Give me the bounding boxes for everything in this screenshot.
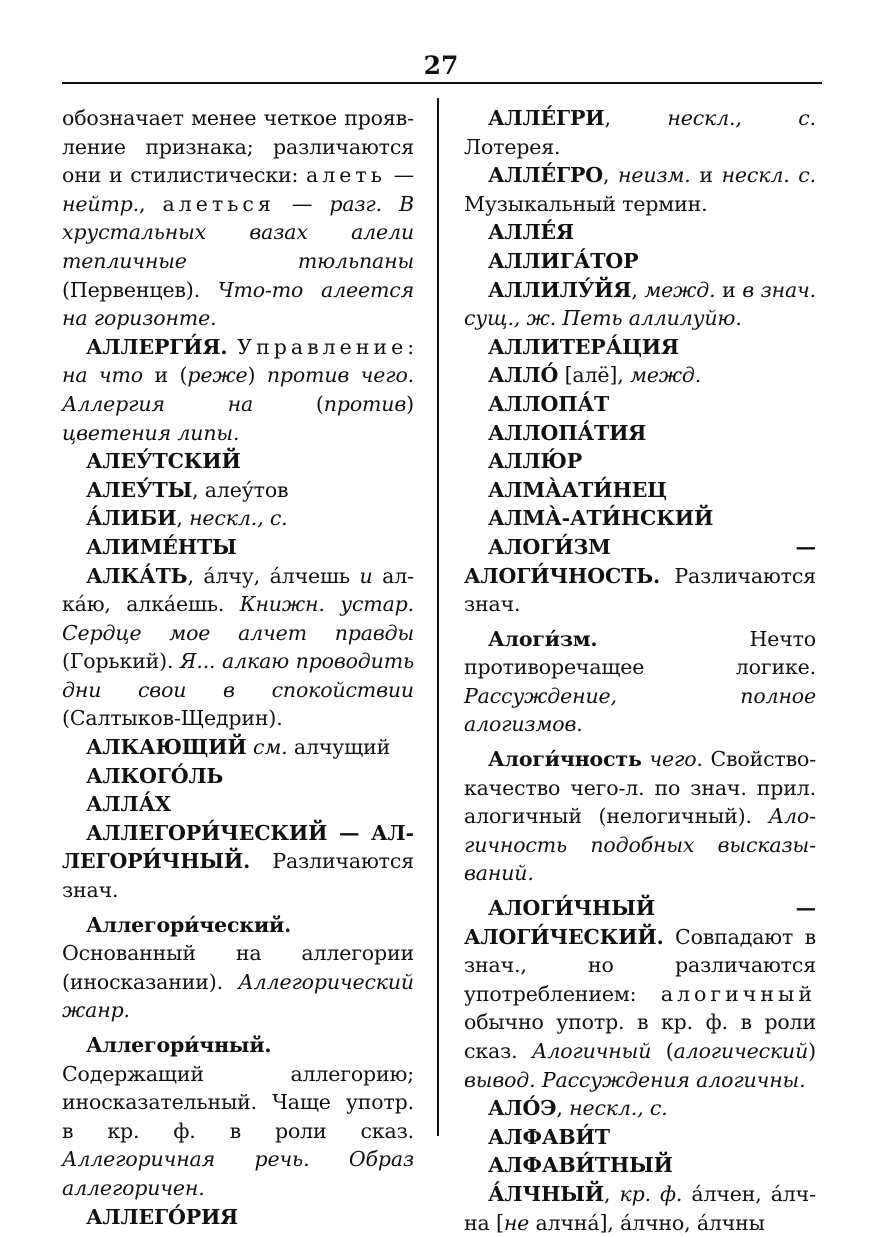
italic-text: против [323, 391, 407, 416]
right-column [464, 104, 816, 1237]
text: и [690, 163, 722, 188]
dictionary-entry [464, 476, 816, 505]
headword: АЛКА́ТЬ [86, 563, 188, 588]
text: Содержащий аллегорию; иносказательный. Чаще употр. в кр. ф. в роли сказ. [62, 1061, 414, 1143]
dictionary-entry [464, 533, 816, 619]
headword: АЛЛЕ́ГРО [488, 163, 603, 188]
dictionary-entry [62, 1203, 414, 1232]
text: , [604, 1181, 620, 1206]
text: , а́лчу, а́лчешь [187, 563, 360, 588]
headword: АЛЛЮ́Р [488, 449, 583, 474]
italic-text: нескл., с. [189, 506, 288, 531]
italic-text: нейтр. [62, 191, 140, 216]
text: ( [651, 1039, 674, 1063]
italic-text: разг. В хрустальных вазах алели тепличные тюльпаны [62, 191, 415, 273]
headword: АЛЛЕГОРИ́ЧЕСКИЙ — АЛЛЕГОРИ́ЧНЫЙ. [62, 820, 414, 874]
text: Свойство-качество чего-л. по знач. прил. алогичный (нелогичный). [464, 747, 816, 829]
dictionary-entry [62, 819, 414, 905]
spaced-text: алеться [162, 191, 275, 216]
dictionary-entry [62, 104, 414, 333]
italic-text: Что-то алеется на горизонте. [62, 277, 414, 331]
italic-text: нескл. с. [721, 163, 816, 188]
text: [алё], [558, 363, 630, 388]
left-column [62, 104, 414, 1231]
italic-text: реже [187, 363, 248, 388]
headword: АЛКОГО́ЛЬ [86, 763, 224, 788]
text: , [602, 163, 619, 188]
italic-text: Я... алкаю проводить дни свои в спокойствии [62, 649, 414, 702]
headword: АЛМА̀-АТИ́НСКИЙ [488, 506, 714, 531]
dictionary-entry [62, 1031, 414, 1203]
dictionary-entry [464, 447, 816, 476]
dictionary-entry [464, 894, 816, 1094]
headword: АЛЛОПА́ТИЯ [488, 420, 647, 445]
headword: АЛО́Э [488, 1096, 557, 1121]
dictionary-entry [464, 1094, 816, 1123]
dictionary-entry [62, 504, 414, 533]
text: Различаются знач. [62, 849, 414, 903]
headword: АЛЛИГА́ТОР [488, 248, 639, 273]
headword: АЛЕУ́ТСКИЙ [86, 449, 241, 474]
italic-text: Рассуждение, полное алогизмов. [464, 683, 816, 737]
text: а́лчен, а́лчна [ [464, 1181, 817, 1235]
dictionary-entry [62, 733, 414, 762]
dictionary-entry [62, 790, 414, 819]
dictionary-entry [464, 276, 816, 333]
headword: АЛЛЕГО́РИЯ [86, 1204, 239, 1229]
headword: А́ЛИБИ [86, 506, 177, 531]
text: , [556, 1096, 570, 1121]
italic-text: вывод. Рассуждения алогичны. [464, 1067, 806, 1092]
text: Лотерея. [464, 134, 561, 159]
italic-text: на что [62, 363, 144, 388]
text: Различаются знач. [464, 563, 816, 617]
headword: АЛЛЕ́ГРИ [488, 106, 605, 130]
headword: АЛМА̀АТИ́НЕЦ [488, 477, 667, 502]
text: — [385, 163, 415, 188]
text: алка́ю, алка́ешь. [62, 563, 415, 617]
text: обозначает менее четкое проявление признака; различаются они и стилистически: [62, 106, 414, 188]
dictionary-entry [464, 104, 816, 161]
text: (Горький). [62, 649, 180, 674]
text: , [604, 106, 668, 130]
dictionary-entry [464, 625, 816, 739]
text: (Салтыков-Щедрин). [62, 706, 283, 731]
italic-text: не [503, 1210, 530, 1235]
headword: АЛЛО́ [488, 363, 559, 388]
dictionary-entry [464, 333, 816, 362]
text: Совпадают в знач., но различаются употреблением: [464, 924, 816, 1006]
text: (Первенцев). [62, 277, 218, 302]
headword: Аллегори́чный. [86, 1033, 272, 1057]
italic-text: алогический [673, 1039, 809, 1063]
headword: АЛФАВИ́ТНЫЙ [488, 1153, 673, 1178]
dictionary-entry [464, 745, 816, 888]
text: и [715, 277, 743, 302]
text: , алеу́тов [192, 477, 289, 502]
text: Нечто противоречащее логике. [464, 626, 816, 680]
text: и ( [143, 363, 188, 388]
italic-text: и [359, 563, 373, 588]
dictionary-entry [62, 562, 414, 734]
dictionary-entry [62, 762, 414, 791]
text: ( [253, 391, 324, 416]
dictionary-entry [464, 218, 816, 247]
headword: АЛЛОПА́Т [488, 391, 610, 416]
headword: АЛКАЮЩИЙ [86, 735, 247, 760]
header-rule [62, 82, 822, 84]
italic-text: нескл., с. [667, 106, 816, 130]
text: ) [247, 363, 267, 388]
dictionary-entry [62, 911, 414, 1025]
dictionary-entry [464, 1151, 816, 1180]
spaced-text: Управление [237, 334, 408, 359]
dictionary-entry [62, 533, 414, 562]
italic-text: межд. [629, 363, 702, 388]
dictionary-entry [62, 476, 414, 505]
text: алчущий [287, 735, 391, 760]
italic-text: неизм. [618, 163, 691, 188]
text: обычно употр. в кр. ф. в роли сказ. [464, 1010, 816, 1063]
headword: АЛИМЕ́НТЫ [86, 534, 237, 559]
dictionary-entry [464, 504, 816, 533]
text [227, 335, 237, 359]
italic-text: Алогичность подобных высказываний. [464, 804, 816, 886]
text: , [139, 191, 163, 216]
headword: Алоги́зм. [488, 626, 598, 651]
italic-text: чего. [649, 747, 703, 772]
column-divider [437, 98, 439, 1136]
headword: АЛЛЕ́Я [488, 220, 574, 245]
italic-text: Аллегоричная речь. Образ аллегоричен. [62, 1147, 414, 1200]
headword: Алоги́чность [488, 747, 642, 772]
headword: АЛЛИТЕРА́ЦИЯ [488, 334, 679, 359]
headword: АЛЛИЛУ́ЙЯ [488, 277, 632, 302]
text: , [176, 506, 190, 531]
dictionary-entry [464, 247, 816, 276]
italic-text: Книжн. устар. Сердце мое алчет правды [62, 592, 414, 645]
text: алчна́], а́лчно, а́лчны [529, 1210, 765, 1235]
headword: АЛФАВИ́Т [488, 1124, 610, 1149]
italic-text: Алогичный [531, 1039, 652, 1063]
spaced-text: алогичный [660, 981, 816, 1006]
dictionary-entry [62, 447, 414, 476]
page-number: 27 [423, 51, 459, 80]
dictionary-entry [464, 361, 816, 390]
italic-text: цветения липы. [62, 420, 240, 445]
dictionary-entry [62, 333, 414, 447]
dictionary-entry [464, 390, 816, 419]
text: Музыкальный термин. [464, 191, 708, 216]
text: Основанный на аллегории (иносказании). [62, 941, 414, 994]
headword: АЛЛЕРГИ́Я. [86, 334, 228, 359]
dictionary-entry [464, 419, 816, 448]
headword: АЛЕУ́ТЫ [86, 477, 193, 502]
text: ) [406, 391, 414, 416]
headword: Аллегори́ческий. [86, 912, 292, 937]
headword: АЛОГИ́ЧНЫЙ — АЛОГИ́ЧЕСКИЙ. [464, 896, 816, 949]
headword: АЛОГИ́ЗМ — АЛОГИ́ЧНОСТЬ. [464, 534, 816, 588]
spaced-text: алеть [306, 163, 386, 188]
italic-text: в знач. сущ., ж. Петь аллилуйю. [464, 277, 817, 331]
italic-text: Аллегорический жанр. [62, 969, 414, 1023]
italic-text: см. [252, 735, 288, 760]
dictionary-entry [464, 161, 816, 218]
italic-text: межд. [644, 277, 716, 302]
text: — [274, 191, 330, 216]
dictionary-entry [464, 1123, 816, 1152]
italic-text: нескл., с. [569, 1096, 668, 1121]
text: ) [808, 1039, 816, 1063]
text: : [407, 334, 414, 359]
text: , [631, 277, 645, 302]
italic-text: против чего. Аллергия на [62, 363, 415, 416]
dictionary-entry [464, 1180, 816, 1237]
headword: А́ЛЧНЫЙ [488, 1181, 605, 1206]
headword: АЛЛА́Х [86, 792, 171, 817]
italic-text: кр. ф. [619, 1181, 683, 1206]
